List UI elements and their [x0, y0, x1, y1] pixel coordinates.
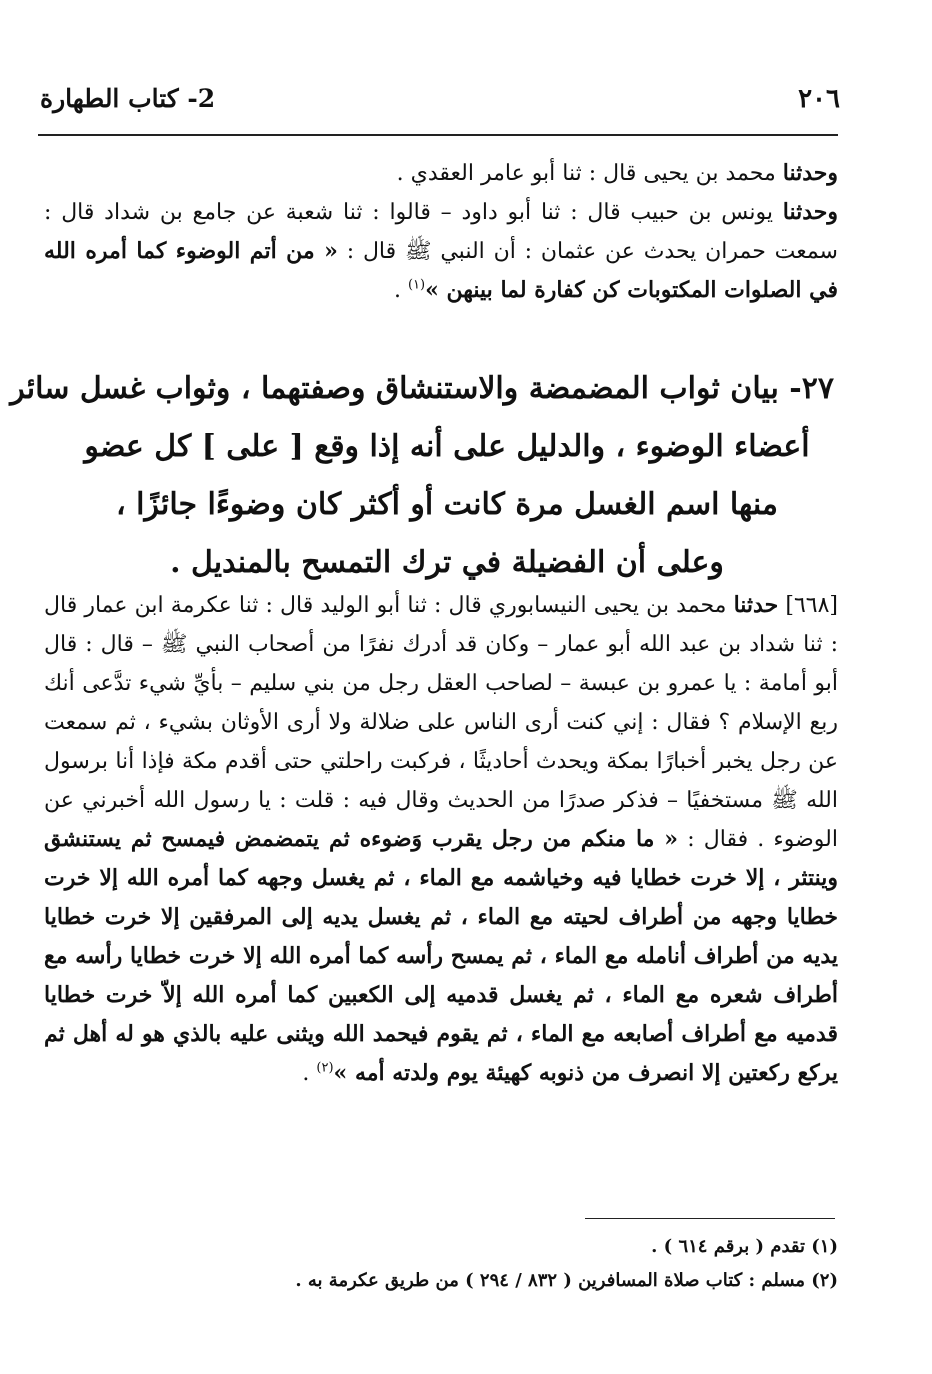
- hadith-block: [44, 586, 838, 1093]
- footnote-1: (١) تقدم ( برقم ٦١٤ ) .: [651, 1236, 838, 1257]
- header-rule: [38, 134, 838, 136]
- narration-lead: وحدثنا: [782, 160, 838, 186]
- intro-paragraph-1: [44, 154, 838, 193]
- section-heading: [10, 360, 834, 592]
- narration-text: يونس بن حبيب قال : ثنا أبو داود – قالوا : ثنا شعبة عن جامع بن شداد قال : سمعت حمران يحدث عن عثمان : أن النبي ﷺ قال :: [44, 200, 838, 264]
- sentence-end: .: [393, 278, 408, 303]
- intro-block: [44, 154, 838, 310]
- section-heading-line: منها اسم الغسل مرة كانت أو أكثر كان وضوءًا جائزًا ،: [116, 487, 778, 522]
- hadith-number: [٦٦٨]: [785, 593, 838, 618]
- footnote-2: (٢) مسلم : كتاب صلاة المسافرين ( ٨٣٢ / ٢٩٤ ) من طريق عكرمة به .: [295, 1270, 838, 1291]
- footnotes: [44, 1230, 838, 1298]
- page-number: ٢٠٦: [798, 84, 840, 114]
- hadith-paragraph: [44, 586, 838, 1093]
- prophetic-quote: « ما منكم من رجل يقرب وَضوءه ثم يتمضمض فيمسح ثم يستنشق وينتثر ، إلا خرت خطايا فيه وخياشمه مع الماء ، ثم يغسل وجهه كما أمره الله إلا خرت خطايا وجهه من أطراف لحيته مع الماء ، ثم يغسل يديه إلى المرفقين إلا خرت خطايا يديه من أطراف أنامله مع الماء ، ثم يمسح رأسه كما أمره الله إلا خرت خطايا رأسه مع أطراف شعره مع الماء ، ثم يغسل قدميه إلى الكعبين كما أمره الله إلاّ خرت خطايا قدميه مع أطراف أصابعه مع الماء ، ثم يقوم فيحمد الله ويثنى عليه بالذي هو له أهل ثم يركع ركعتين إلا انصرف من ذنوبه كهيئة يوم ولدته أمه »: [44, 826, 838, 1086]
- footnote-marker: (٢): [316, 1060, 334, 1076]
- narration-lead: حدثنا: [733, 592, 779, 618]
- section-heading-line: أعضاء الوضوء ، والدليل على أنه إذا وقع [ على ] كل عضو: [84, 429, 810, 464]
- running-title: 2- كتاب الطهارة: [40, 84, 216, 113]
- narration-text: محمد بن يحيى قال : ثنا أبو عامر العقدي .: [396, 161, 783, 186]
- narration-lead: وحدثنا: [782, 199, 838, 225]
- section-heading-line: وعلى أن الفضيلة في ترك التمسح بالمنديل .: [170, 545, 724, 580]
- page-header: [40, 82, 840, 122]
- intro-paragraph-2: [44, 193, 838, 310]
- narration-text: محمد بن يحيى النيسابوري قال : ثنا أبو الوليد قال : ثنا عكرمة ابن عمار قال : ثنا شداد بن عبد الله أبو عمار – وكان قد أدرك نفرًا من أصحاب النبي ﷺ – قال : قال أبو أمامة : يا عمرو بن عبسة – لصاحب العقل رجل من بني سليم – بأيِّ شيء تدَّعى أنك ربع الإسلام ؟ فقال : إني كنت أرى الناس على ضلالة ولا أرى الأوثان بشيء ، ثم سمعت عن رجل يخبر أخبارًا بمكة ويحدث أحاديثًا ، فركبت راحلتي حتى أقدم مكة فإذا أنا برسول الله ﷺ مستخفيًا – فذكر صدرًا من الحديث وقال فيه : قلت : يا رسول الله أخبرني عن الوضوء . فقال :: [44, 593, 839, 852]
- footnote-rule: [585, 1218, 835, 1219]
- prophetic-quote: « من أتم الوضوء كما أمره الله في الصلوات المكتوبات كن كفارة لما بينهن »: [44, 238, 838, 303]
- section-heading-line: ٢٧- بيان ثواب المضمضة والاستنشاق وصفتهما ، وثواب غسل سائر: [10, 371, 834, 406]
- sentence-end: .: [302, 1061, 317, 1086]
- footnote-marker: (١): [407, 277, 426, 293]
